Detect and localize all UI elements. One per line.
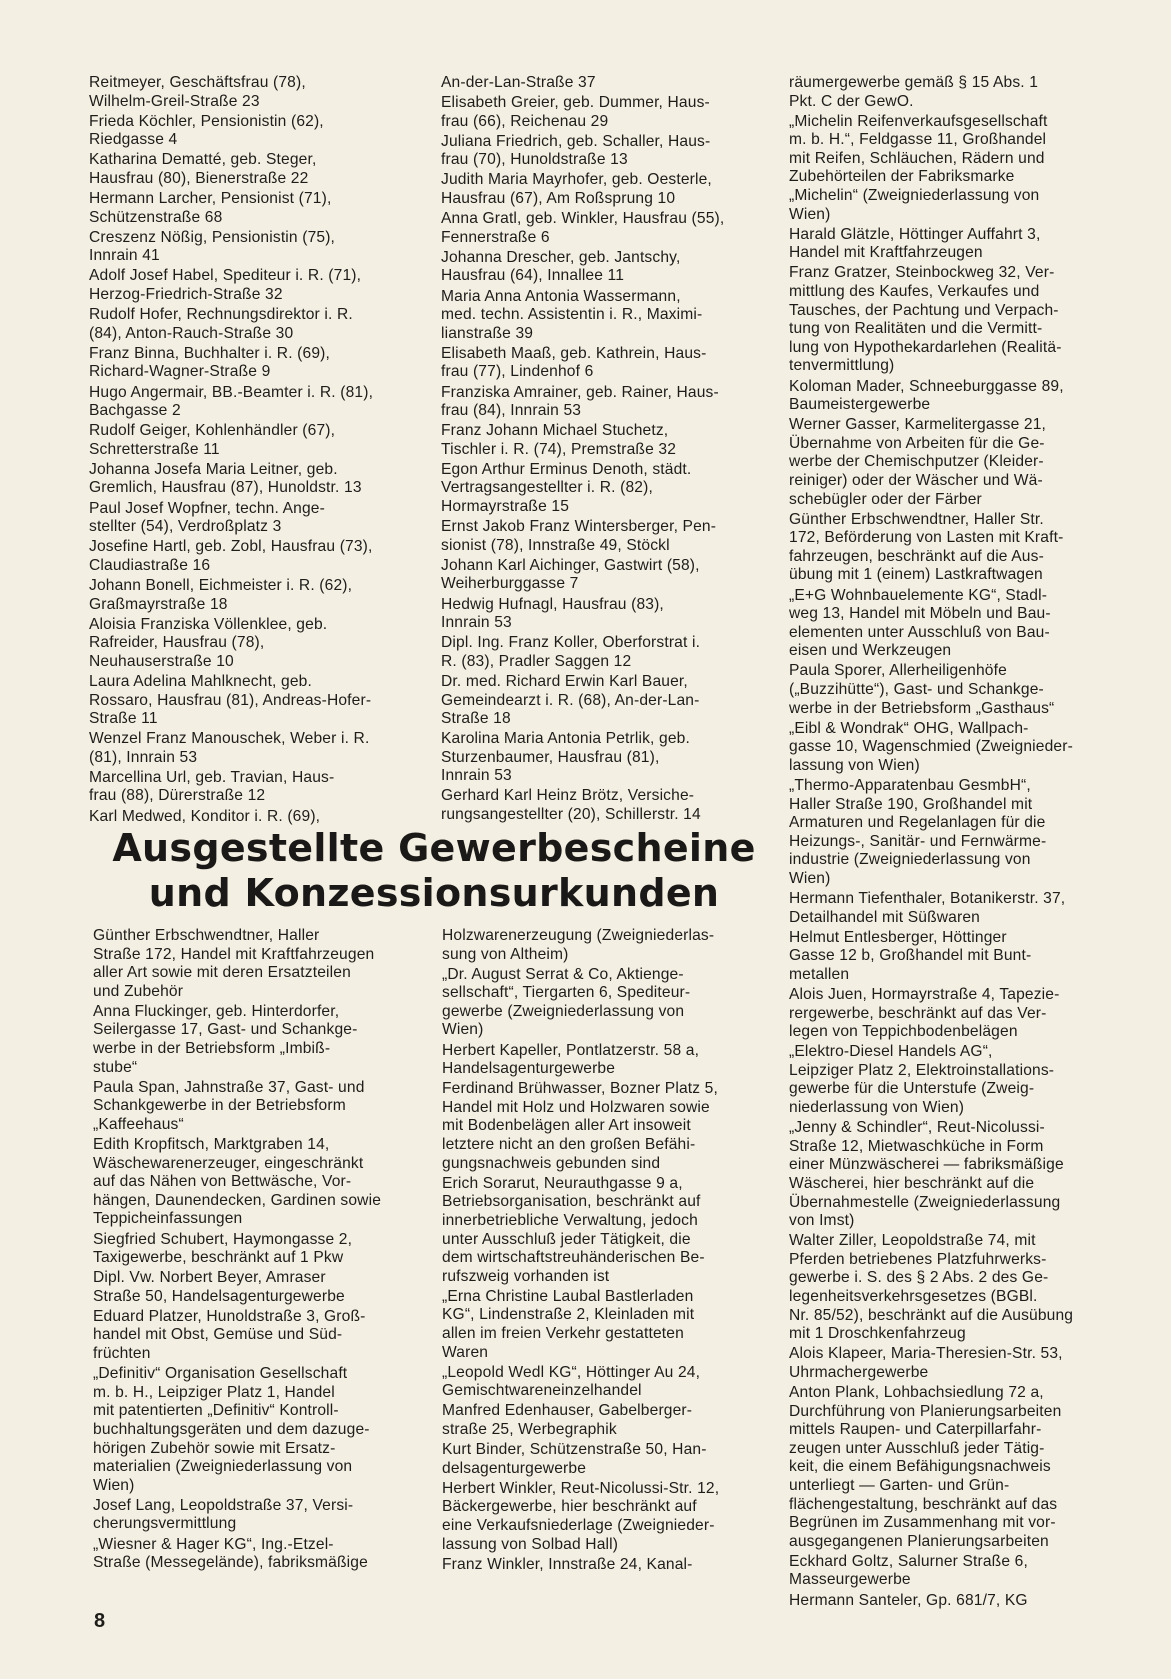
list-entry: Juliana Friedrich, geb. Schaller, Haus- frau (70), Hunoldstraße 13 xyxy=(441,132,711,169)
list-entry: Herbert Kapeller, Pontlatzerstr. 58 a, Handelsagenturgewerbe xyxy=(442,1041,700,1078)
list-entry: Josef Lang, Leopoldstraße 37, Versi- cherungsvermittlung xyxy=(93,1496,354,1533)
column-bottom-middle xyxy=(442,927,772,1576)
column-top-middle xyxy=(441,74,771,826)
list-entry: Elisabeth Greier, geb. Dummer, Haus- frau (66), Reichenau 29 xyxy=(441,94,710,130)
list-entry: Paula Sporer, Allerheiligenhöfe („Buzzihütte“), Gast- und Schankge- werbe in der Betriebsform „Gasthaus“ xyxy=(789,662,1055,717)
list-entry: Ernst Jakob Franz Wintersberger, Pen- sionist (78), Innstraße 49, Stöckl xyxy=(441,518,717,554)
column-right xyxy=(789,74,1119,1612)
list-entry: Franz Johann Michael Stuchetz, Tischler i. R. (74), Premstraße 32 xyxy=(441,422,677,458)
list-entry: Aloisia Franziska Völlenklee, geb. Rafreider, Hausfrau (78), Neuhauserstraße 10 xyxy=(89,615,328,670)
list-entry: Günther Erbschwendtner, Haller Straße 172, Handel mit Kraftfahrzeugen aller Art sowie mit deren Ersatzteilen und Zubehör xyxy=(93,927,375,1000)
list-entry: „Michelin Reifenverkaufsgesellschaft m. b. H.“, Feldgasse 11, Großhandel mit Reifen, Schläuchen, Rädern und Zubehörteilen der Fabriksmarke „Michelin“ (Zweigniederlassung von Wien) xyxy=(789,112,1048,223)
list-entry: Günther Erbschwendtner, Haller Str. 172, Beförderung von Lasten mit Kraft- fahrzeugen, beschränkt auf die Aus- übung mit 1 (einem) Lastkraftwagen xyxy=(789,510,1064,584)
list-entry: „Eibl & Wondrak“ OHG, Wallpach- gasse 10, Wagenschmied (Zweignieder- lassung von Wien) xyxy=(789,719,1073,774)
list-entry: Manfred Edenhauser, Gabelberger- straße 25, Werbegraphik xyxy=(442,1402,693,1438)
list-entry: Dipl. Vw. Norbert Beyer, Amraser Straße 50, Handelsagenturgewerbe xyxy=(93,1269,345,1305)
list-entry: Anna Gratl, geb. Winkler, Hausfrau (55), Fennerstraße 6 xyxy=(441,210,725,246)
list-entry: Hermann Santeler, Gp. 681/7, KG xyxy=(789,1591,1028,1609)
list-entry: An-der-Lan-Straße 37 xyxy=(441,74,596,91)
list-entry: „Leopold Wedl KG“, Höttinger Au 24, Gemischtwareneinzelhandel xyxy=(442,1363,701,1400)
list-entry: Gerhard Karl Heinz Brötz, Versiche- rungsangestellter (20), Schillerstr. 14 xyxy=(441,787,701,824)
list-entry: „Erna Christine Laubal Bastlerladen KG“, Lindenstraße 2, Kleinladen mit allen im freien Verkehr gestatteten Waren xyxy=(442,1287,695,1361)
list-entry: Walter Ziller, Leopoldstraße 74, mit Pferden betriebenes Platzfuhrwerks- gewerbe i. S. des § 2 Abs. 2 des Ge- legenheitsverkehrsgesetzes (BGBl. Nr. 85/52), beschränkt auf die Ausübung mit 1 Droschkenfahrzeug xyxy=(789,1232,1074,1343)
section-title-line1: Ausgestellte Gewerbescheine xyxy=(112,826,756,870)
list-entry: Franziska Amrainer, geb. Rainer, Haus- frau (84), Innrain 53 xyxy=(441,383,719,420)
list-entry: Dr. med. Richard Erwin Karl Bauer, Gemeindearzt i. R. (68), An-der-Lan- Straße 18 xyxy=(441,672,700,728)
list-entry: Johanna Drescher, geb. Jantschy, Hausfrau (64), Innallee 11 xyxy=(441,248,681,285)
list-entry: Reitmeyer, Geschäftsfrau (78), Wilhelm-Greil-Straße 23 xyxy=(89,74,306,110)
list-entry: Karolina Maria Antonia Petrlik, geb. Sturzenbaumer, Hausfrau (81), Innrain 53 xyxy=(441,730,690,785)
list-entry: Rudolf Geiger, Kohlenhändler (67), Schretterstraße 11 xyxy=(89,422,336,458)
list-entry: Anna Fluckinger, geb. Hinterdorfer, Seilergasse 17, Gast- und Schankge- werbe in der Betriebsform „Imbiß- stube“ xyxy=(93,1002,358,1076)
list-entry: Hedwig Hufnagl, Hausfrau (83), Innrain 53 xyxy=(441,595,664,632)
list-entry: Dipl. Ing. Franz Koller, Oberforstrat i. R. (83), Pradler Saggen 12 xyxy=(441,634,701,670)
list-entry: Erich Sorarut, Neurauthgasse 9 a, Betriebsorganisation, beschränkt auf innerbetriebliche Verwaltung, jedoch unter Ausschluß jeder Tätigkeit, die dem wirtschaftstreuhänderischen Be- rufszweig vorhanden ist xyxy=(442,1174,705,1285)
section-title xyxy=(90,826,778,916)
list-entry: Eduard Platzer, Hunoldstraße 3, Groß- handel mit Obst, Gemüse und Süd- früchten xyxy=(93,1307,366,1363)
list-entry: Creszenz Nößig, Pensionistin (75), Innrain 41 xyxy=(89,228,336,265)
list-entry: Adolf Josef Habel, Spediteur i. R. (71), Herzog-Friedrich-Straße 32 xyxy=(89,267,362,304)
list-entry: räumergewerbe gemäß § 15 Abs. 1 Pkt. C der GewO. xyxy=(789,74,1039,110)
list-entry: Franz Winkler, Innstraße 24, Kanal- xyxy=(442,1555,693,1573)
list-entry: Eckhard Goltz, Salurner Straße 6, Masseurgewerbe xyxy=(789,1552,1028,1589)
list-entry: Alois Juen, Hormayrstraße 4, Tapezie- rergewerbe, beschränkt auf das Ver- legen von Teppichbodenbelägen xyxy=(789,986,1060,1041)
list-entry: Wenzel Franz Manouschek, Weber i. R. (81), Innrain 53 xyxy=(89,730,370,766)
list-entry: „Wiesner & Hager KG“, Ing.-Etzel- Straße (Messegelände), fabriksmäßige xyxy=(93,1535,368,1572)
list-entry: Johann Bonell, Eichmeister i. R. (62), Graßmayrstraße 18 xyxy=(89,576,353,613)
list-entry: Anton Plank, Lohbachsiedlung 72 a, Durchführung von Planierungsarbeiten mittels Raupen- und Caterpillarfahr- zeugen unter Ausschluß jeder Tätig- keit, die einem Befähigungsnachweis unterliegt — Garten- und Grün- flächengestaltung, beschränkt auf das Begrünen im Zusammenhang mit vor- ausgegangenen Planierungsarbeiten xyxy=(789,1383,1062,1550)
section-title-line2: und Konzessionsurkunden xyxy=(148,871,720,915)
page-number: 8 xyxy=(94,1610,106,1632)
column-top-left xyxy=(89,74,419,828)
list-entry: Frieda Köchler, Pensionistin (62), Riedgasse 4 xyxy=(89,112,324,149)
list-entry: „Jenny & Schindler“, Reut-Nicolussi- Straße 12, Mietwaschküche in Form einer Münzwäscherei — fabriksmäßige Wäscherei, hier beschränkt auf die Übernahmestelle (Zweigniederlassung von Imst) xyxy=(789,1119,1064,1230)
list-entry: Josefine Hartl, geb. Zobl, Hausfrau (73), Claudiastraße 16 xyxy=(89,538,373,574)
column-bottom-left xyxy=(93,927,423,1574)
list-entry: „Definitiv“ Organisation Gesellschaft m. b. H., Leipziger Platz 1, Handel mit patentierten „Definitiv“ Kontroll- buchhaltungsgeräten und dem dazuge- hörigen Zubehör sowie mit Ersatz- materialien (Zweigniederlassung von Wien) xyxy=(93,1365,370,1494)
list-entry: Edith Kropfitsch, Marktgraben 14, Wäschewarenerzeuger, eingeschränkt auf das Nähen von Bettwäsche, Vor- hängen, Daunendecken, Gardinen sowie Teppicheinfassungen xyxy=(93,1136,382,1228)
list-entry: Hugo Angermair, BB.-Beamter i. R. (81), Bachgasse 2 xyxy=(89,383,374,420)
list-entry: „Thermo-Apparatenbau GesmbH“, Haller Straße 190, Großhandel mit Armaturen und Regelanlagen für die Heizungs-, Sanitär- und Fernwärme- industrie (Zweigniederlassung von Wien) xyxy=(789,776,1047,887)
list-entry: Johann Karl Aichinger, Gastwirt (58), Weiherburggasse 7 xyxy=(441,556,700,593)
list-entry: Kurt Binder, Schützenstraße 50, Han- delsagenturgewerbe xyxy=(442,1441,707,1477)
list-entry: Alois Klapeer, Maria-Theresien-Str. 53, Uhrmachergewerbe xyxy=(789,1345,1063,1381)
list-entry: Holzwarenerzeugung (Zweigniederlas- sung von Altheim) xyxy=(442,927,715,963)
list-entry: Werner Gasser, Karmelitergasse 21, Übernahme von Arbeiten für die Ge- werbe der Chemischputzer (Kleider- reiniger) oder der Wäscher und Wä- schebügler oder der Färber xyxy=(789,416,1047,508)
list-entry: Hermann Tiefenthaler, Botanikerstr. 37, Detailhandel mit Süßwaren xyxy=(789,890,1066,926)
list-entry: Maria Anna Antonia Wassermann, med. techn. Assistentin i. R., Maximi- lianstraße 39 xyxy=(441,287,703,342)
list-entry: „Elektro-Diesel Handels AG“, Leipziger Platz 2, Elektroinstallations- gewerbe für die Unterstufe (Zweig- niederlassung von Wien) xyxy=(789,1043,1055,1117)
list-entry: Paul Josef Wopfner, techn. Ange- stellter (54), Verdroßplatz 3 xyxy=(89,499,325,536)
list-entry: Elisabeth Maaß, geb. Kathrein, Haus- frau (77), Lindenhof 6 xyxy=(441,344,707,381)
list-entry: „Dr. August Serrat & Co, Aktienge- sellschaft“, Tiergarten 6, Spediteur- gewerbe (Zweigniederlassung von Wien) xyxy=(442,965,691,1039)
list-entry: Franz Gratzer, Steinbockweg 32, Ver- mittlung des Kaufes, Verkaufes und Tausches, der Pachtung und Verpach- tung von Realitäten und die Vermitt- lung von Hypothekardarlehen (Realitä- tenvermittlung) xyxy=(789,264,1062,375)
list-entry: Katharina Dematté, geb. Steger, Hausfrau (80), Bienerstraße 22 xyxy=(89,151,317,187)
list-entry: Herbert Winkler, Reut-Nicolussi-Str. 12, Bäckergewerbe, hier beschränkt auf eine Verkaufsniederlage (Zweignieder- lassung von Solbad Hall) xyxy=(442,1479,720,1553)
list-entry: Marcellina Url, geb. Travian, Haus- frau (88), Dürerstraße 12 xyxy=(89,768,335,805)
list-entry: Paula Span, Jahnstraße 37, Gast- und Schankgewerbe in der Betriebsform „Kaffeehaus“ xyxy=(93,1078,365,1133)
list-entry: Helmut Entlesberger, Höttinger Gasse 12 b, Großhandel mit Bunt- metallen xyxy=(789,928,1032,983)
list-entry: Siegfried Schubert, Haymongasse 2, Taxigewerbe, beschränkt auf 1 Pkw xyxy=(93,1230,353,1267)
list-entry: Harald Glätzle, Höttinger Auffahrt 3, Handel mit Kraftfahrzeugen xyxy=(789,225,1041,262)
list-entry: Egon Arthur Erminus Denoth, städt. Vertragsangestellter i. R. (82), Hormayrstraße 15 xyxy=(441,460,692,516)
list-entry: Judith Maria Mayrhofer, geb. Oesterle, Hausfrau (67), Am Roßsprung 10 xyxy=(441,171,712,208)
list-entry: Koloman Mader, Schneeburggasse 89, Baumeistergewerbe xyxy=(789,377,1064,414)
list-entry: Franz Binna, Buchhalter i. R. (69), Richard-Wagner-Straße 9 xyxy=(89,344,330,381)
list-entry: Hermann Larcher, Pensionist (71), Schützenstraße 68 xyxy=(89,190,332,226)
list-entry: Laura Adelina Mahlknecht, geb. Rossaro, Hausfrau (81), Andreas-Hofer- Straße 11 xyxy=(89,672,372,728)
list-entry: Ferdinand Brühwasser, Bozner Platz 5, Handel mit Holz und Holzwaren sowie mit Bodenbelägen aller Art insoweit letztere nicht an den großen Befähi- gungsnachweis gebunden sind xyxy=(442,1080,718,1172)
list-entry: Johanna Josefa Maria Leitner, geb. Gremlich, Hausfrau (87), Hunoldstr. 13 xyxy=(89,460,362,497)
list-entry: „E+G Wohnbauelemente KG“, Stadl- weg 13, Handel mit Möbeln und Bau- elementen unter Ausschluß von Bau- eisen und Werkzeugen xyxy=(789,586,1051,660)
list-entry: Rudolf Hofer, Rechnungsdirektor i. R. (84), Anton-Rauch-Straße 30 xyxy=(89,306,353,342)
list-entry: Karl Medwed, Konditor i. R. (69), xyxy=(89,807,321,825)
